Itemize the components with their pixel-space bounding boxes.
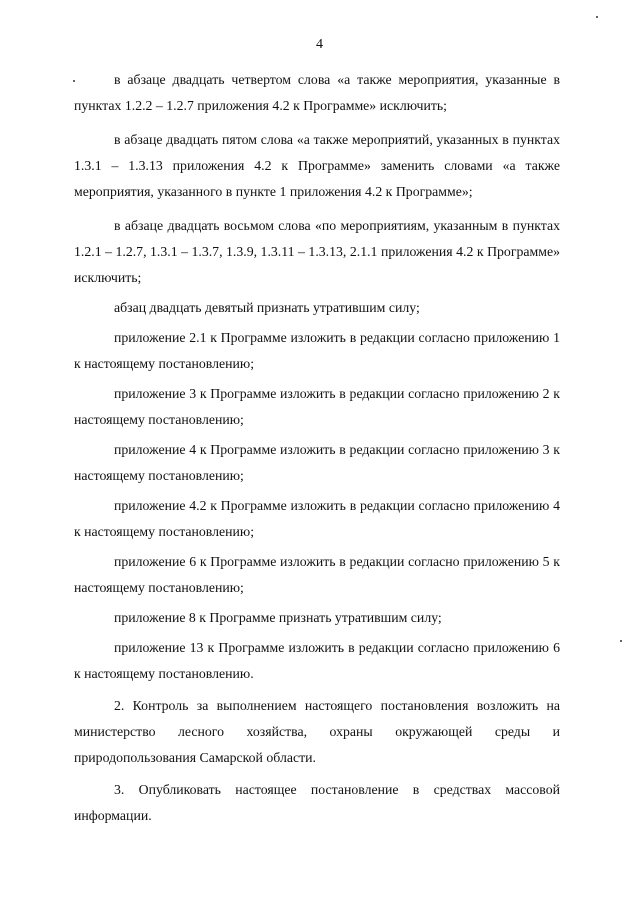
- paragraph-1: в абзаце двадцать четвертом слова «а также мероприятия, указанные в пунктах 1.2.2 – 1.2.7 приложения 4.2 к Программе» исключить;: [74, 72, 560, 113]
- paragraph-7: приложение 4 к Программе изложить в редакции согласно приложению 3 к настоящему постановлению;: [74, 442, 560, 483]
- paragraph-4: абзац двадцать девятый признать утратившим силу;: [114, 300, 420, 315]
- paragraph-13: 3. Опубликовать настоящее постановление в средствах массовой информации.: [74, 782, 560, 823]
- scan-speck: [596, 16, 598, 18]
- paragraph-8: приложение 4.2 к Программе изложить в редакции согласно приложению 4 к настоящему постановлению;: [74, 498, 560, 539]
- paragraph-11: приложение 13 к Программе изложить в редакции согласно приложению 6 к настоящему постановлению.: [74, 640, 560, 681]
- scan-speck: [73, 80, 75, 82]
- paragraph-5: приложение 2.1 к Программе изложить в редакции согласно приложению 1 к настоящему постановлению;: [74, 330, 560, 371]
- page-number: 4: [316, 37, 323, 52]
- scan-speck: [620, 640, 622, 642]
- paragraph-9: приложение 6 к Программе изложить в редакции согласно приложению 5 к настоящему постановлению;: [74, 554, 560, 595]
- paragraph-10: приложение 8 к Программе признать утратившим силу;: [114, 610, 442, 625]
- paragraph-12: 2. Контроль за выполнением настоящего постановления возложить на министерство лесного хозяйства, охраны окружающей среды и природопользования Самарской области.: [74, 698, 560, 765]
- paragraph-6: приложение 3 к Программе изложить в редакции согласно приложению 2 к настоящему постановлению;: [74, 386, 560, 427]
- paragraph-2: в абзаце двадцать пятом слова «а также мероприятий, указанных в пунктах 1.3.1 – 1.3.13 приложения 4.2 к Программе» заменить словами «а также мероприятия, указанного в пункте 1 приложения 4.2 к Программе»;: [74, 132, 560, 199]
- paragraph-3: в абзаце двадцать восьмом слова «по мероприятиям, указанным в пунктах 1.2.1 – 1.2.7, 1.3.1 – 1.3.7, 1.3.9, 1.3.11 – 1.3.13, 2.1.1 приложения 4.2 к Программе» исключить;: [74, 218, 560, 285]
- document-body: [74, 67, 560, 829]
